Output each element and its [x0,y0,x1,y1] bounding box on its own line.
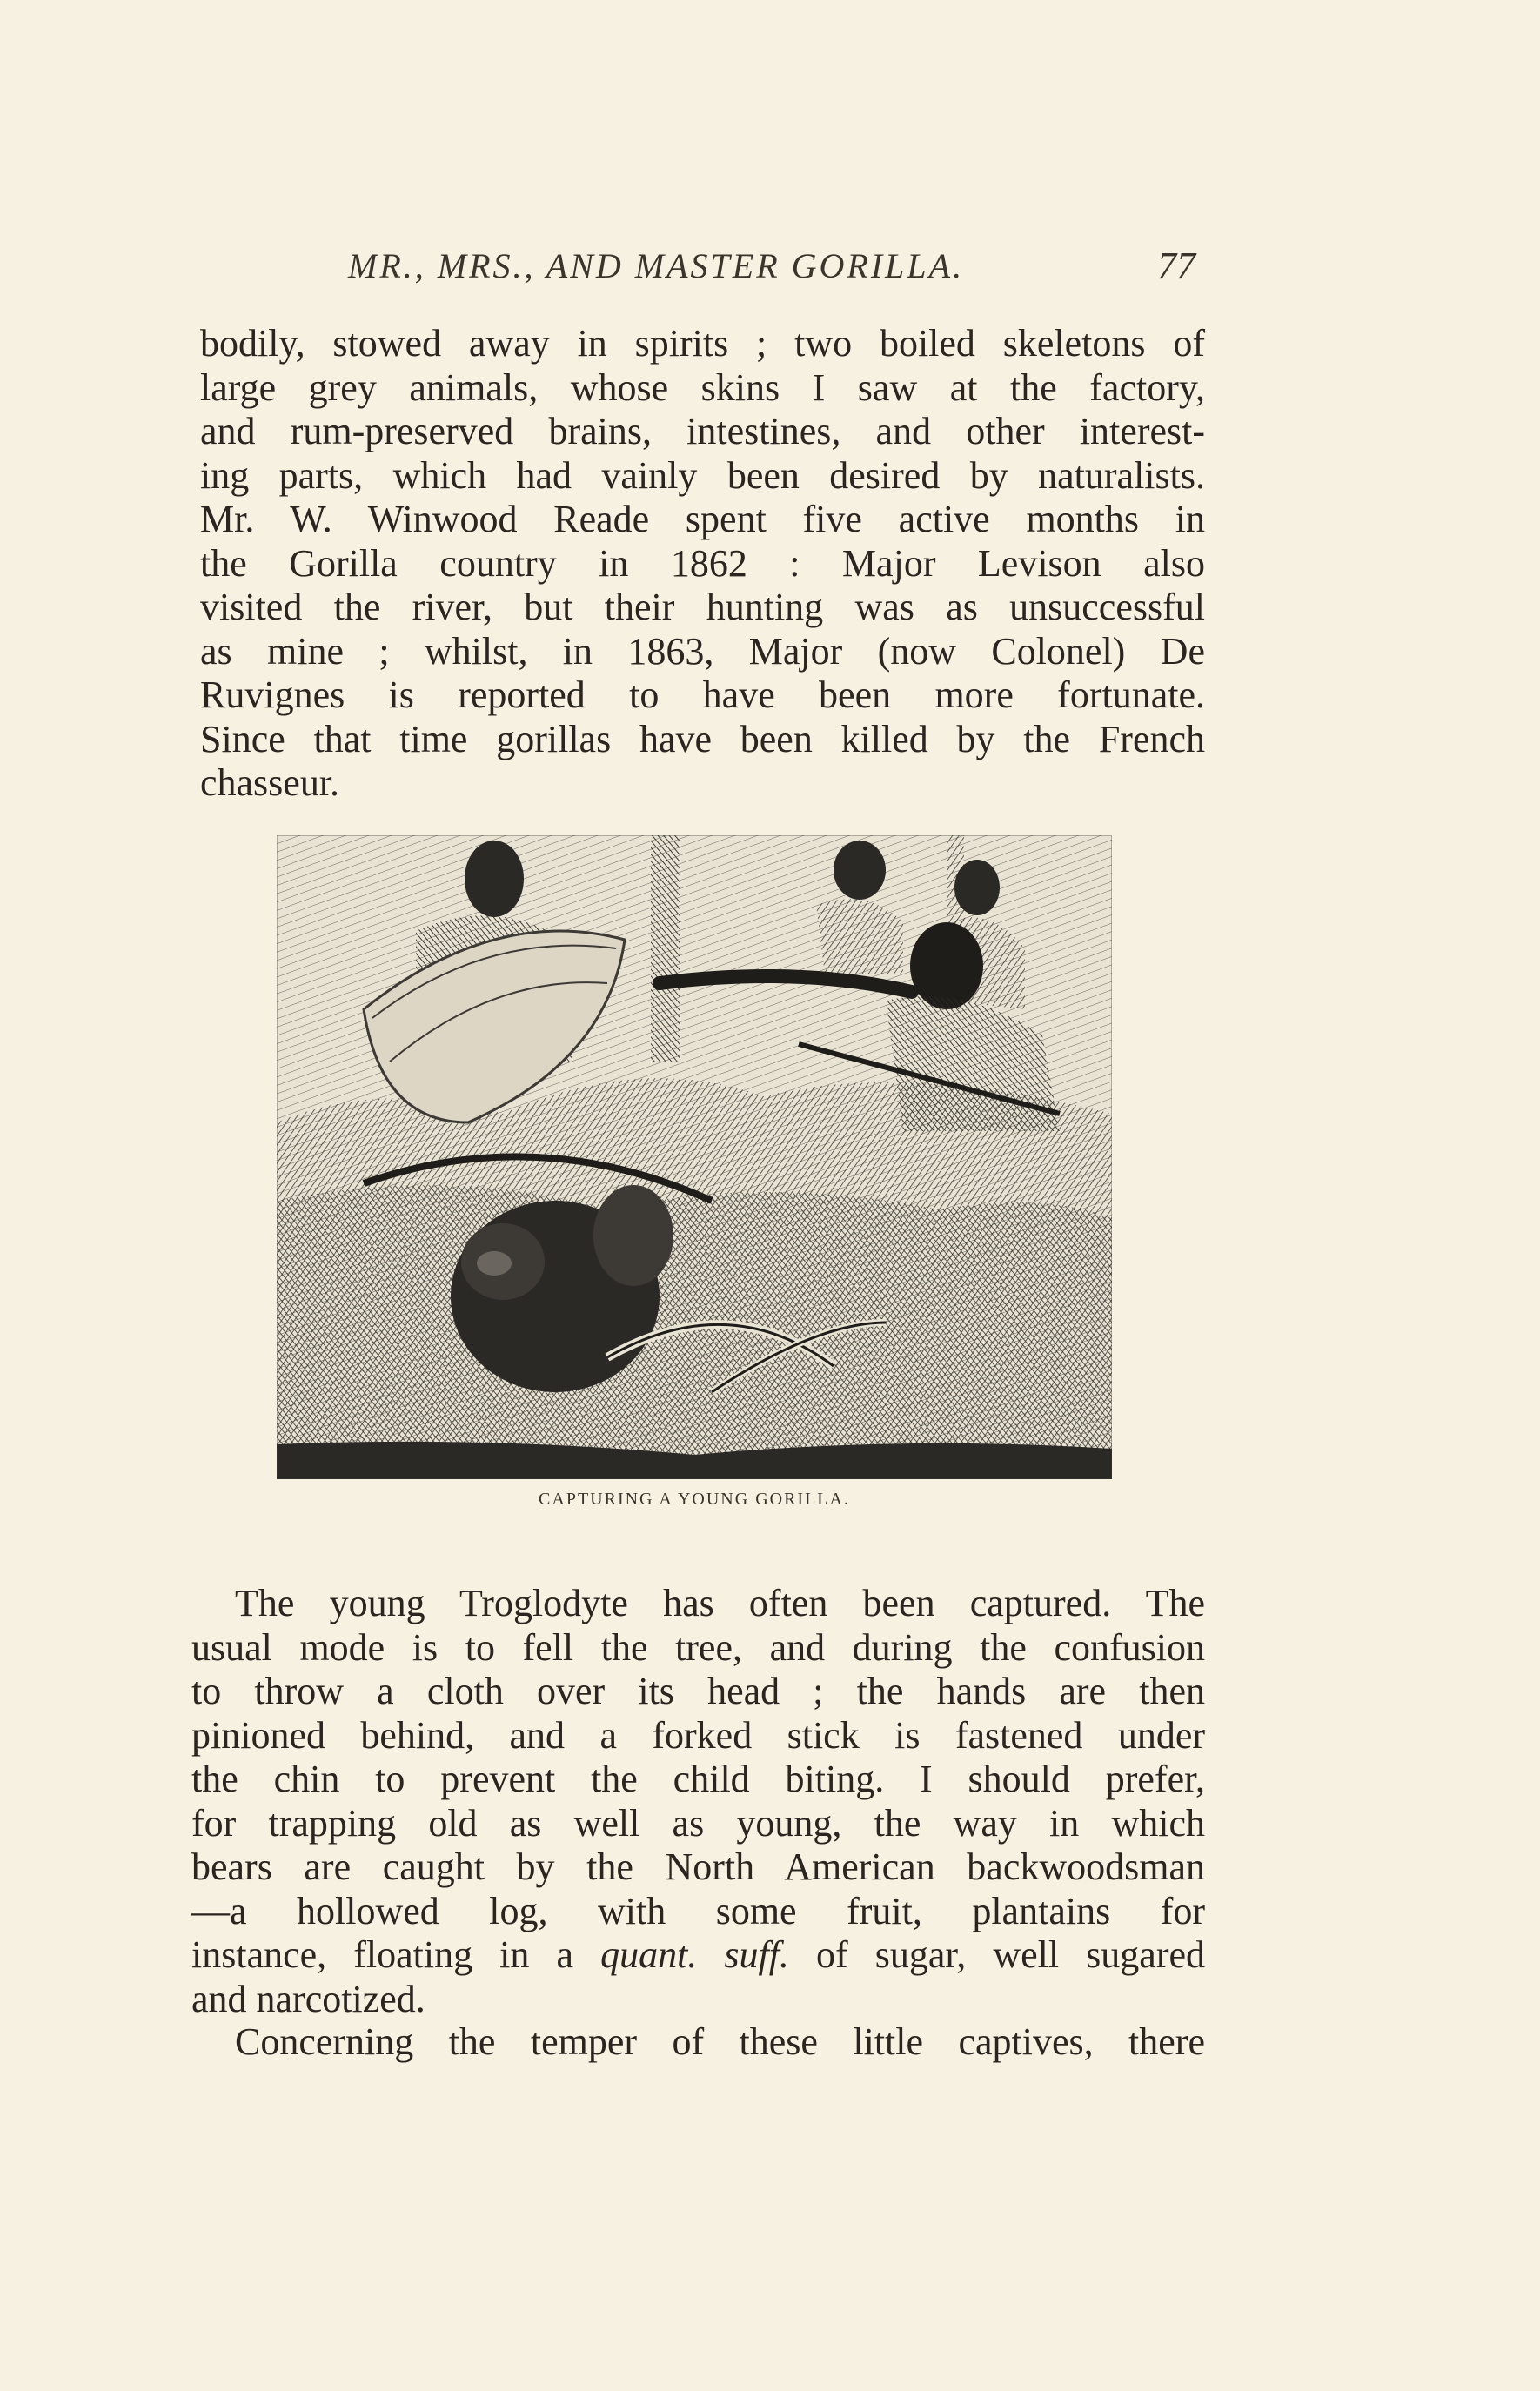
paragraph-3 [191,2020,1205,2065]
text-line: bodily, stowed away in spirits ; two boiled skeletons of [200,322,1205,365]
text-line: large grey animals, whose skins I saw at the factory, [200,365,1205,409]
text-segment: of sugar, well sugared [788,1933,1205,1976]
text-line: for trapping old as well as young, the way in which [191,1801,1205,1845]
text-line: and rum-preserved brains, intestines, and other interest- [200,410,1205,452]
text-line: ing parts, which had vainly been desired by naturalists. [200,453,1205,497]
text-line: usual mode is to fell the tree, and during the confusion [191,1625,1205,1669]
text-line: as mine ; whilst, in 1863, Major (now Colonel) De [200,629,1205,673]
text-line: bears are caught by the North American backwoodsman [191,1845,1205,1888]
engraving-illustration [277,835,1112,1479]
page-number: 77 [1157,244,1195,287]
text-line: —a hollowed log, with some fruit, plantains for [191,1889,1205,1932]
text-line: the Gorilla country in 1862 : Major Levison also [200,541,1205,585]
text-line [191,1933,1205,1978]
text-line: Mr. W. Winwood Reade spent five active months in [200,498,1205,540]
text-line: Since that time gorillas have been killed by the French [200,717,1205,760]
text-line: the chin to prevent the child biting. I should prefer, [191,1758,1205,1800]
text-line: The young Troglodyte has often been captured. The [235,1582,1205,1624]
text-line: to throw a cloth over its head ; the hands are then [191,1670,1205,1712]
text-line: Ruvignes is reported to have been more fortunate. [200,673,1205,716]
text-line: pinioned behind, and a forked stick is fastened under [191,1713,1205,1757]
text-segment: instance, floating in a [191,1933,601,1976]
text-line: Concerning the temper of these little captives, there [235,2020,1205,2063]
text-line: and narcotized. [191,1977,425,2020]
text-line: chasseur. [200,761,340,804]
figure-caption: CAPTURING A YOUNG GORILLA. [539,1490,850,1509]
paragraph-1 [200,322,1205,806]
running-head: MR., MRS., AND MASTER GORILLA. [348,246,965,285]
paragraph-2 [191,1582,1205,2021]
italic-phrase: quant. suff. [600,1933,789,1976]
text-line: visited the river, but their hunting was as unsuccessful [200,586,1205,628]
